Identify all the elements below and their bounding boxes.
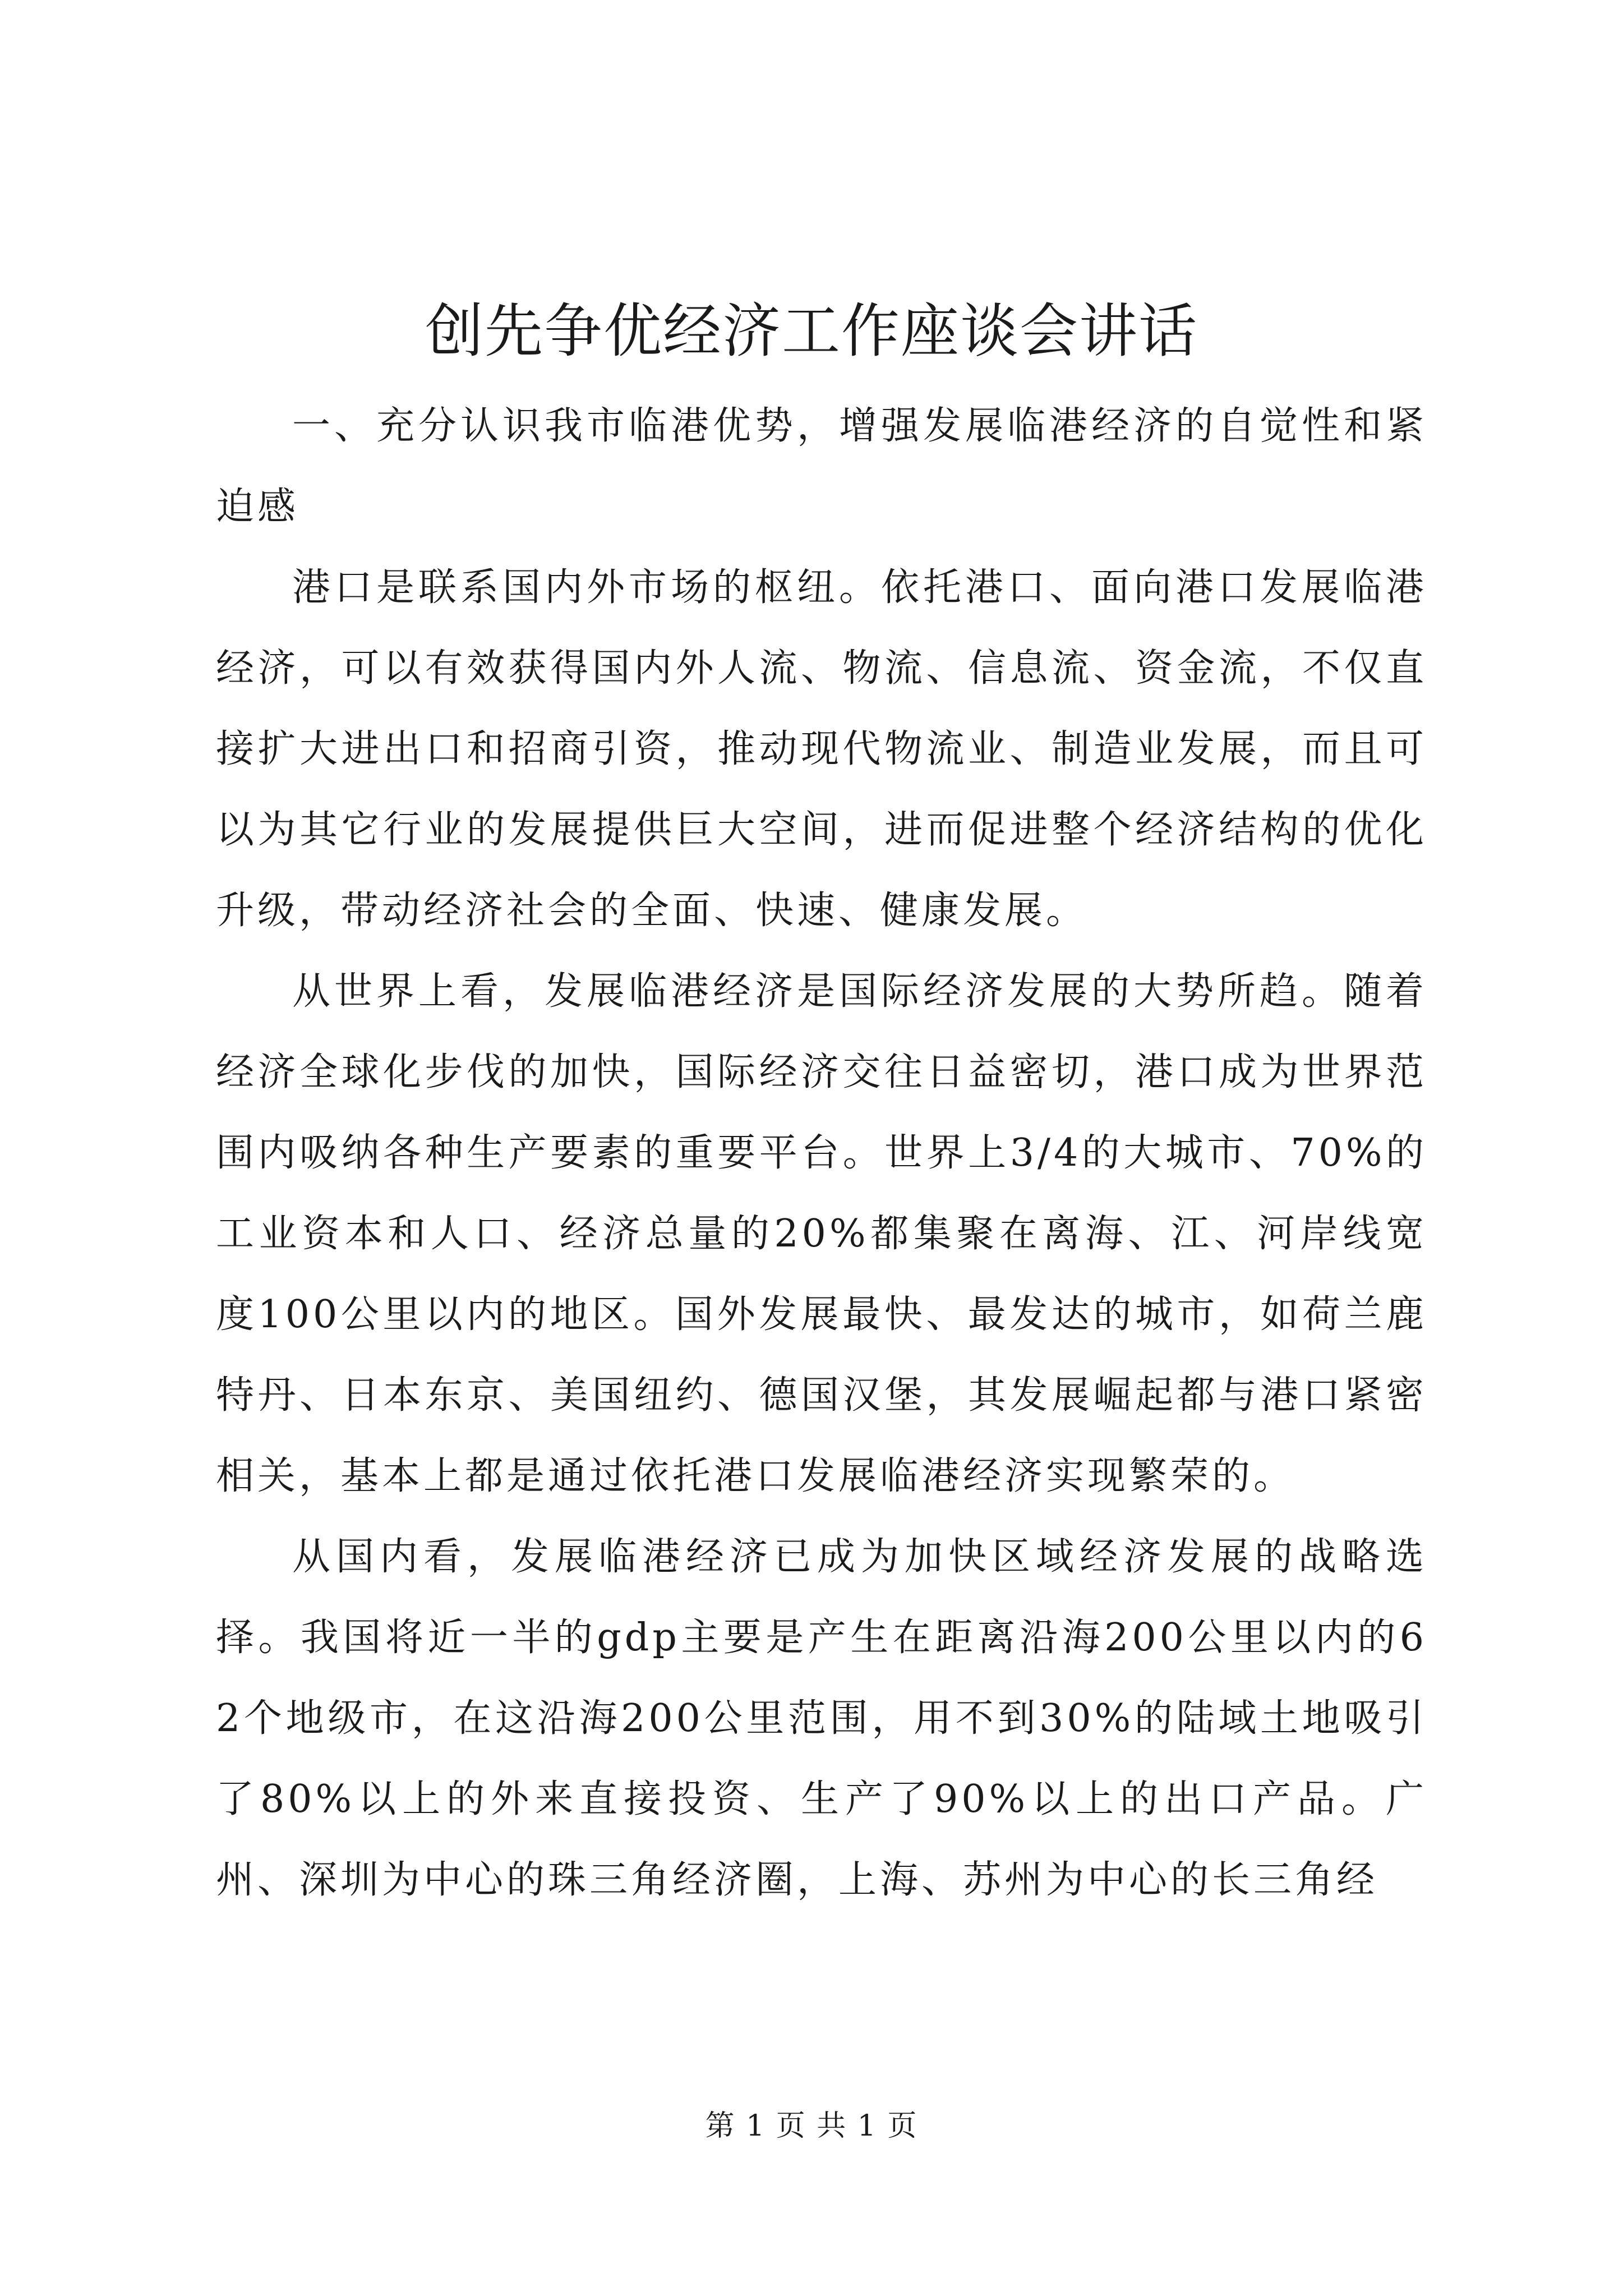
document-body (216, 386, 1427, 1921)
paragraph: 港口是联系国内外市场的枢纽。依托港口、面向港口发展临港经济，可以有效获得国内外人流、物流、信息流、资金流，不仅直接扩大进出口和招商引资，推动现代物流业、制造业发展，而且可以为其它行业的发展提供巨大空间，进而促进整个经济结构的优化升级，带动经济社会的全面、快速、健康发展。 (216, 565, 1427, 933)
paragraph-heading: 一、充分认识我市临港优势，增强发展临港经济的自觉性和紧迫感 (216, 404, 1427, 529)
paragraph: 从国内看，发展临港经济已成为加快区域经济发展的战略选择。我国将近一半的gdp主要是产生在距离沿海200公里以内的62个地级市，在这沿海200公里范围，用不到30%的陆域土地吸引了80%以上的外来直接投资、生产了90%以上的出口产品。广州、深圳为中心的珠三角经济圈，上海、苏州为中心的长三角经 (216, 1535, 1427, 1902)
page-footer: 第 1 页 共 1 页 (705, 2109, 918, 2143)
document-title: 创先争优经济工作座谈会讲话 (425, 297, 1198, 365)
paragraph: 从世界上看，发展临港经济是国际经济发展的大势所趋。随着经济全球化步伐的加快，国际经济交往日益密切，港口成为世界范围内吸纳各种生产要素的重要平台。世界上3/4的大城市、70%的工业资本和人口、经济总量的20%都集聚在离海、江、河岸线宽度100公里以内的地区。国外发展最快、最发达的城市，如荷兰鹿特丹、日本东京、美国纽约、德国汉堡，其发展崛起都与港口紧密相关，基本上都是通过依托港口发展临港经济实现繁荣的。 (216, 969, 1427, 1498)
